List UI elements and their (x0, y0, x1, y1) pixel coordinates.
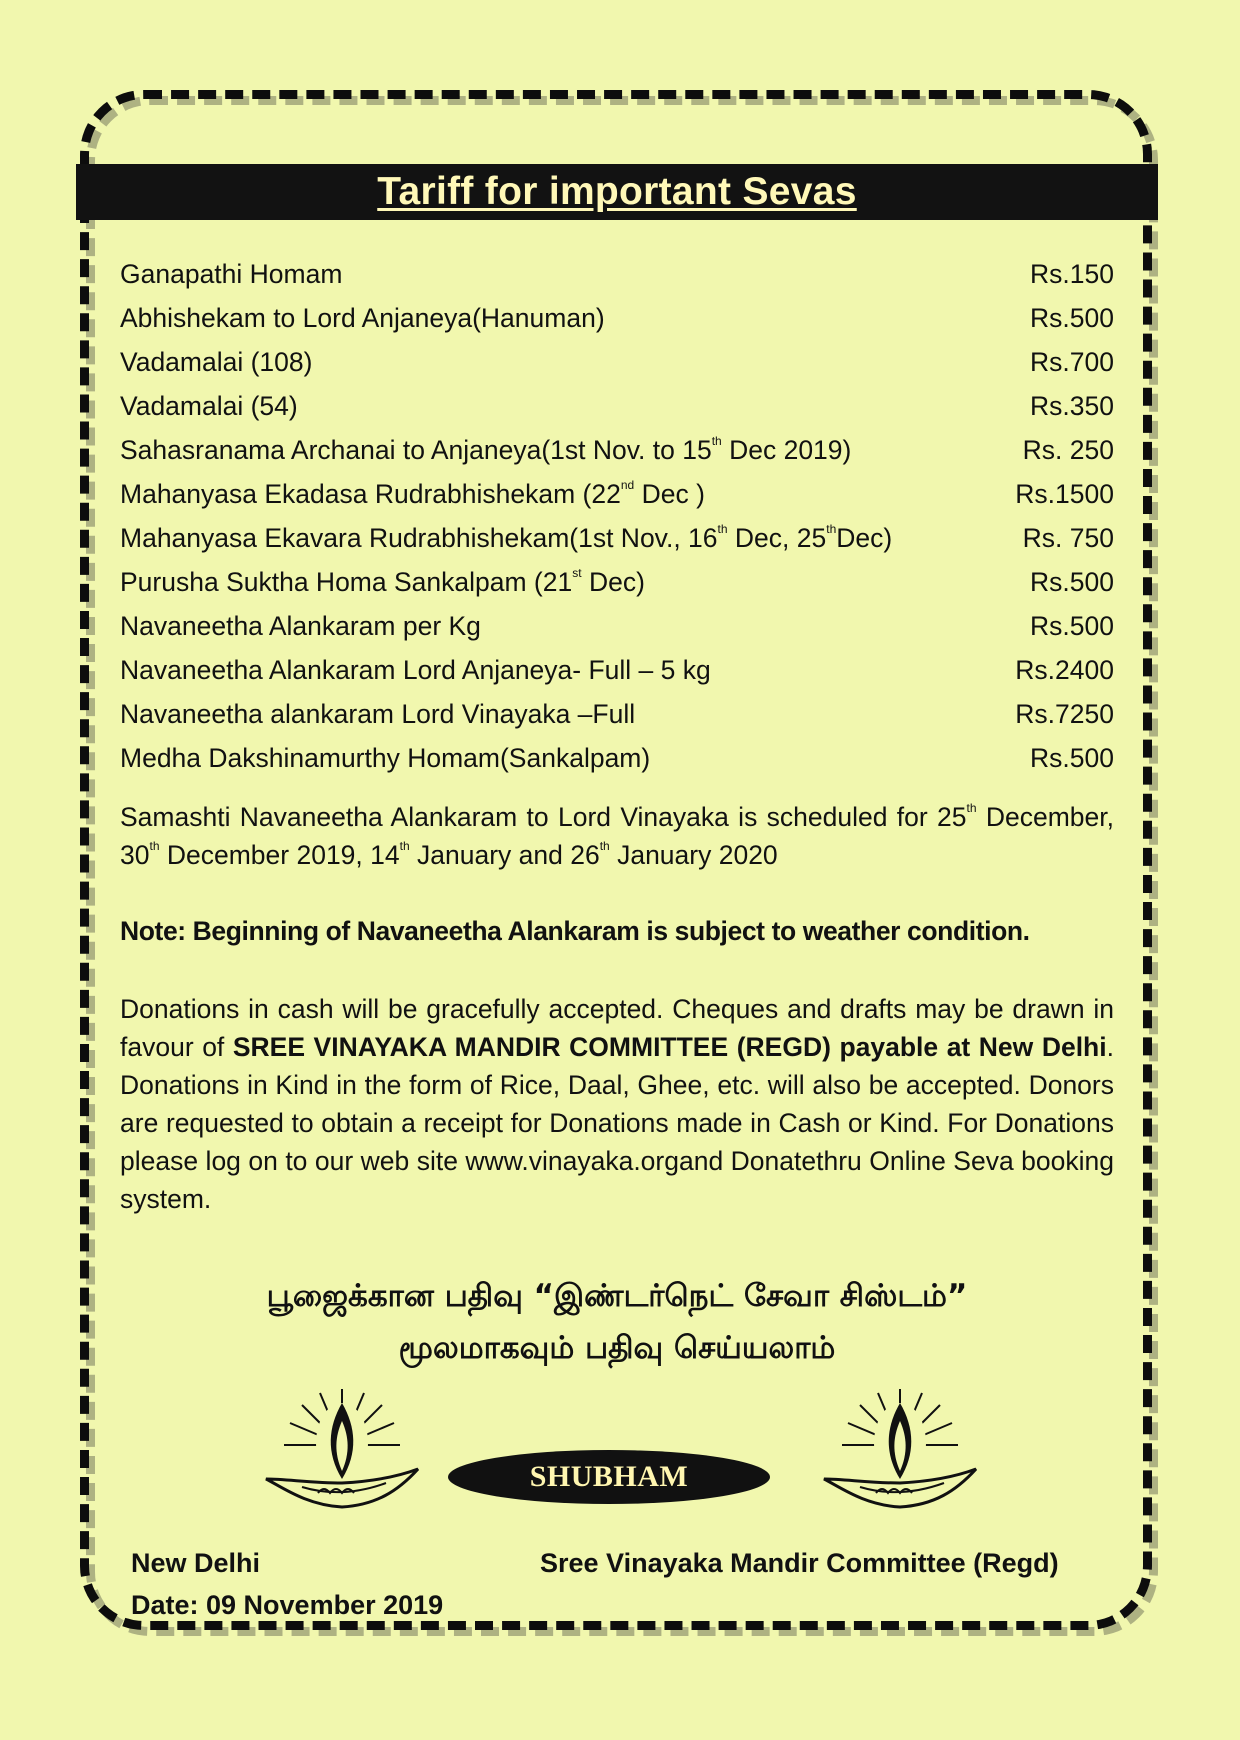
seva-name: Mahanyasa Ekavara Rudrabhishekam(1st Nov., 16th Dec, 25thDec) (120, 522, 893, 553)
seva-price: Rs. 250 (1022, 435, 1114, 465)
tariff-row (120, 472, 1114, 516)
seva-name: Ganapathi Homam (120, 259, 343, 289)
oil-lamp-icon (820, 1383, 980, 1523)
seva-price: Rs.500 (1030, 611, 1114, 641)
seva-name: Vadamalai (108) (120, 347, 313, 377)
tariff-row (120, 604, 1114, 648)
seva-price: Rs.150 (1030, 259, 1114, 289)
tariff-row (120, 560, 1114, 604)
tamil-line-1: பூஜைக்கான பதிவு “இண்டர்நெட் சேவா சிஸ்டம்” (266, 1278, 968, 1314)
seva-name: Abhishekam to Lord Anjaneya(Hanuman) (120, 303, 605, 333)
title-banner (76, 164, 1158, 220)
tariff-row (120, 296, 1114, 340)
oil-lamp-icon (262, 1383, 422, 1523)
tariff-row (120, 252, 1114, 296)
seva-name: Sahasranama Archanai to Anjaneya(1st Nov. to 15th Dec 2019) (120, 434, 852, 465)
footer-date: Date: 09 November 2019 (131, 1590, 444, 1620)
tariff-row (120, 692, 1114, 736)
footer-place: New Delhi (131, 1548, 261, 1578)
seva-price: Rs.350 (1030, 391, 1114, 421)
samashti-paragraph: Samashti Navaneetha Alankaram to Lord Vinayaka is scheduled for 25th December, 30th December 2019, 14th January and 26th January 2020 (120, 801, 1114, 870)
seva-price: Rs.500 (1030, 303, 1114, 333)
seva-price: Rs.700 (1030, 347, 1114, 377)
seva-price: Rs.2400 (1015, 655, 1114, 685)
tamil-line-2: மூலமாகவும் பதிவு செய்யலாம் (398, 1330, 836, 1366)
seva-name: Purusha Suktha Homa Sankalpam (21st Dec) (120, 566, 645, 597)
seva-name: Navaneetha Alankaram Lord Anjaneya- Full – 5 kg (120, 655, 711, 685)
tariff-list (120, 252, 1114, 780)
tariff-row (120, 516, 1114, 560)
weather-note: Note: Beginning of Navaneetha Alankaram is subject to weather condition. (120, 916, 1030, 946)
footer-committee: Sree Vinayaka Mandir Committee (Regd) (540, 1548, 1059, 1578)
seva-price: Rs.500 (1030, 743, 1114, 773)
seva-price: Rs. 750 (1022, 523, 1114, 553)
tariff-row (120, 648, 1114, 692)
seva-price: Rs.7250 (1015, 699, 1114, 729)
tariff-row (120, 340, 1114, 384)
tariff-row (120, 736, 1114, 780)
seva-name: Navaneetha alankaram Lord Vinayaka –Full (120, 699, 636, 729)
tariff-row (120, 384, 1114, 428)
seva-name: Navaneetha Alankaram per Kg (120, 611, 481, 641)
seva-name: Vadamalai (54) (120, 391, 298, 421)
seva-name: Mahanyasa Ekadasa Rudrabhishekam (22nd Dec ) (120, 478, 705, 509)
donations-paragraph: Donations in cash will be gracefully accepted. Cheques and drafts may be drawn in favour of SREE VINAYAKA MANDIR COMMITTEE (REGD) payable at New Delhi. Donations in Kind in the form of Rice, Daal, Ghee, etc. will also be accepted. Donors are requested to obtain a receipt for Donations made in Cash or Kind. For Donations please log on to our web site www.vinayaka.organd Donatethru Online Seva booking system. (120, 994, 1114, 1214)
seva-name: Medha Dakshinamurthy Homam(Sankalpam) (120, 743, 651, 773)
page-title: Tariff for important Sevas (377, 170, 857, 213)
seva-price: Rs.1500 (1015, 479, 1114, 509)
shubham-badge: SHUBHAM (448, 1450, 770, 1504)
seva-price: Rs.500 (1030, 567, 1114, 597)
tariff-row (120, 428, 1114, 472)
